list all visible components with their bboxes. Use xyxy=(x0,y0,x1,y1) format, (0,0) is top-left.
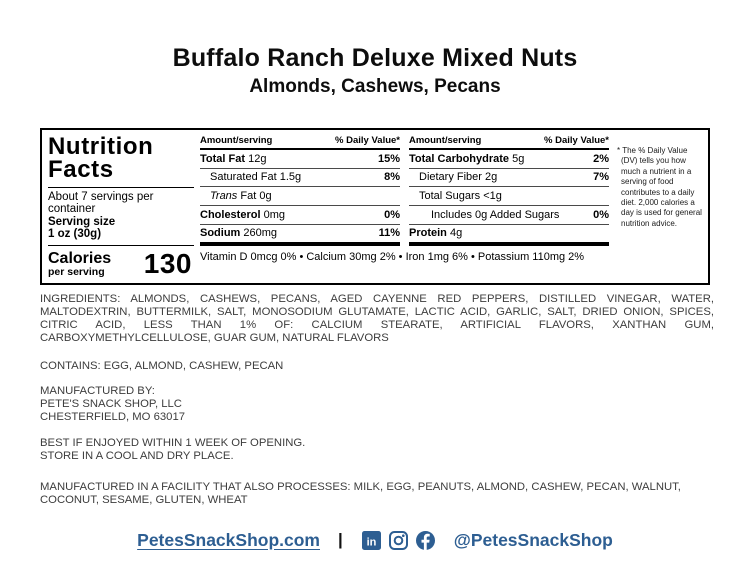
product-title: Buffalo Ranch Deluxe Mixed Nuts xyxy=(172,44,578,72)
social-icons xyxy=(361,530,436,551)
footer-separator: | xyxy=(338,530,343,549)
calories-row xyxy=(48,248,194,280)
calories-label-group xyxy=(48,251,111,278)
nutrition-facts-heading xyxy=(48,135,194,182)
nutrient-row-total-fat: Total Fat 12g 15% xyxy=(200,150,400,169)
amount-serving-header: Amount/serving xyxy=(409,135,482,146)
nutrient-row-protein: Protein 4g xyxy=(409,225,609,247)
best-by-line: BEST IF ENJOYED WITHIN 1 WEEK OF OPENING. xyxy=(40,437,306,449)
facility-allergen-statement: MANUFACTURED IN A FACILITY THAT ALSO PROCESSES: MILK, EGG, PEANUTS, ALMOND, CASHEW, PECAN, WALNUT, COCONUT, SESAME, GLUTEN, WHEAT xyxy=(40,481,681,506)
serving-size-value: 1 oz (30g) xyxy=(48,228,102,241)
micronutrients-line: Vitamin D 0mcg 0% • Calcium 30mg 2% • Iron 1mg 6% • Potassium 110mg 2% xyxy=(200,251,585,264)
daily-value-header: % Daily Value* xyxy=(544,135,609,146)
manufacturer-name: PETE'S SNACK SHOP, LLC xyxy=(40,398,182,410)
nutrient-table-left xyxy=(200,135,400,246)
manufacturer-address: CHESTERFIELD, MO 63017 xyxy=(40,411,186,423)
store-line: STORE IN A COOL AND DRY PLACE. xyxy=(40,450,234,462)
nutrition-facts-heading-line2: Facts xyxy=(48,156,114,184)
product-subtitle: Almonds, Cashews, Pecans xyxy=(249,76,501,97)
nutrition-facts-summary-column xyxy=(48,135,200,279)
serving-size-label: Serving size xyxy=(48,215,116,228)
facebook-icon[interactable] xyxy=(415,530,436,551)
nutrient-row-sodium: Sodium 260mg 11% xyxy=(200,225,400,247)
nutrition-facts-panel xyxy=(40,128,710,285)
nutrition-tables-area xyxy=(200,135,609,279)
nutrient-row-cholesterol: Cholesterol 0mg 0% xyxy=(200,206,400,225)
table-header xyxy=(200,135,400,150)
website-link[interactable]: PetesSnackShop.com xyxy=(137,529,320,550)
storage-instructions xyxy=(40,437,714,463)
calories-value: 130 xyxy=(143,248,192,280)
daily-value-footnote: * The % Daily Value (DV) tells you how much a nutrient in a serving of food contributes to a daily diet. 2,000 calories a day is used for general nutrition advice. xyxy=(617,146,702,228)
nutrient-row-dietary-fiber: Dietary Fiber 2g 7% xyxy=(409,169,609,188)
servings-per-container: About 7 servings per container xyxy=(48,190,154,216)
ingredients-paragraph: INGREDIENTS: ALMONDS, CASHEWS, PECANS, AGED CAYENNE RED PEPPERS, DISTILLED VINEGAR, WATER, MALTODEXTRIN, BUTTERMILK, SALT, MONOSODIUM GLUTAMATE, LACTIC ACID, GARLIC, SALT, DRIED ONION, SPICES, CITRIC ACID, LESS THAN 1% OF: CALCIUM STEARATE, ARTIFICIAL FLAVORS, XANTHAN GUM, CARBOXYMETHYLCELLULOSE, GUAR GUM, NATURAL FLAVORS xyxy=(40,293,714,344)
linkedin-icon[interactable] xyxy=(361,530,382,551)
nutrition-tables xyxy=(200,135,609,246)
header xyxy=(0,44,750,98)
nutrient-row-saturated-fat: Saturated Fat 1.5g 8% xyxy=(200,169,400,188)
nutrient-row-added-sugars: Includes 0g Added Sugars 0% xyxy=(409,206,609,225)
social-handle: @PetesSnackShop xyxy=(453,529,613,550)
svg-text:in: in xyxy=(366,536,377,548)
daily-value-header: % Daily Value* xyxy=(335,135,400,146)
nutrient-row-total-sugars: Total Sugars <1g xyxy=(409,187,609,206)
table-header xyxy=(409,135,609,150)
nutrient-table-right xyxy=(409,135,609,246)
contains-statement: CONTAINS: EGG, ALMOND, CASHEW, PECAN xyxy=(40,360,284,372)
footer xyxy=(0,524,750,556)
manufacturer-block xyxy=(40,385,714,424)
nutrition-facts-heading-line1: Nutrition xyxy=(48,133,154,160)
nutrient-row-total-carbohydrate: Total Carbohydrate 5g 2% xyxy=(409,150,609,169)
calories-label: Calories xyxy=(48,249,112,267)
calories-sublabel: per serving xyxy=(48,265,105,278)
instagram-icon[interactable] xyxy=(388,530,409,551)
nutrient-row-trans-fat: Trans Fat 0g xyxy=(200,187,400,206)
divider xyxy=(48,187,194,188)
divider xyxy=(48,245,194,246)
manufactured-by-label: MANUFACTURED BY: xyxy=(40,385,155,397)
amount-serving-header: Amount/serving xyxy=(200,135,273,146)
